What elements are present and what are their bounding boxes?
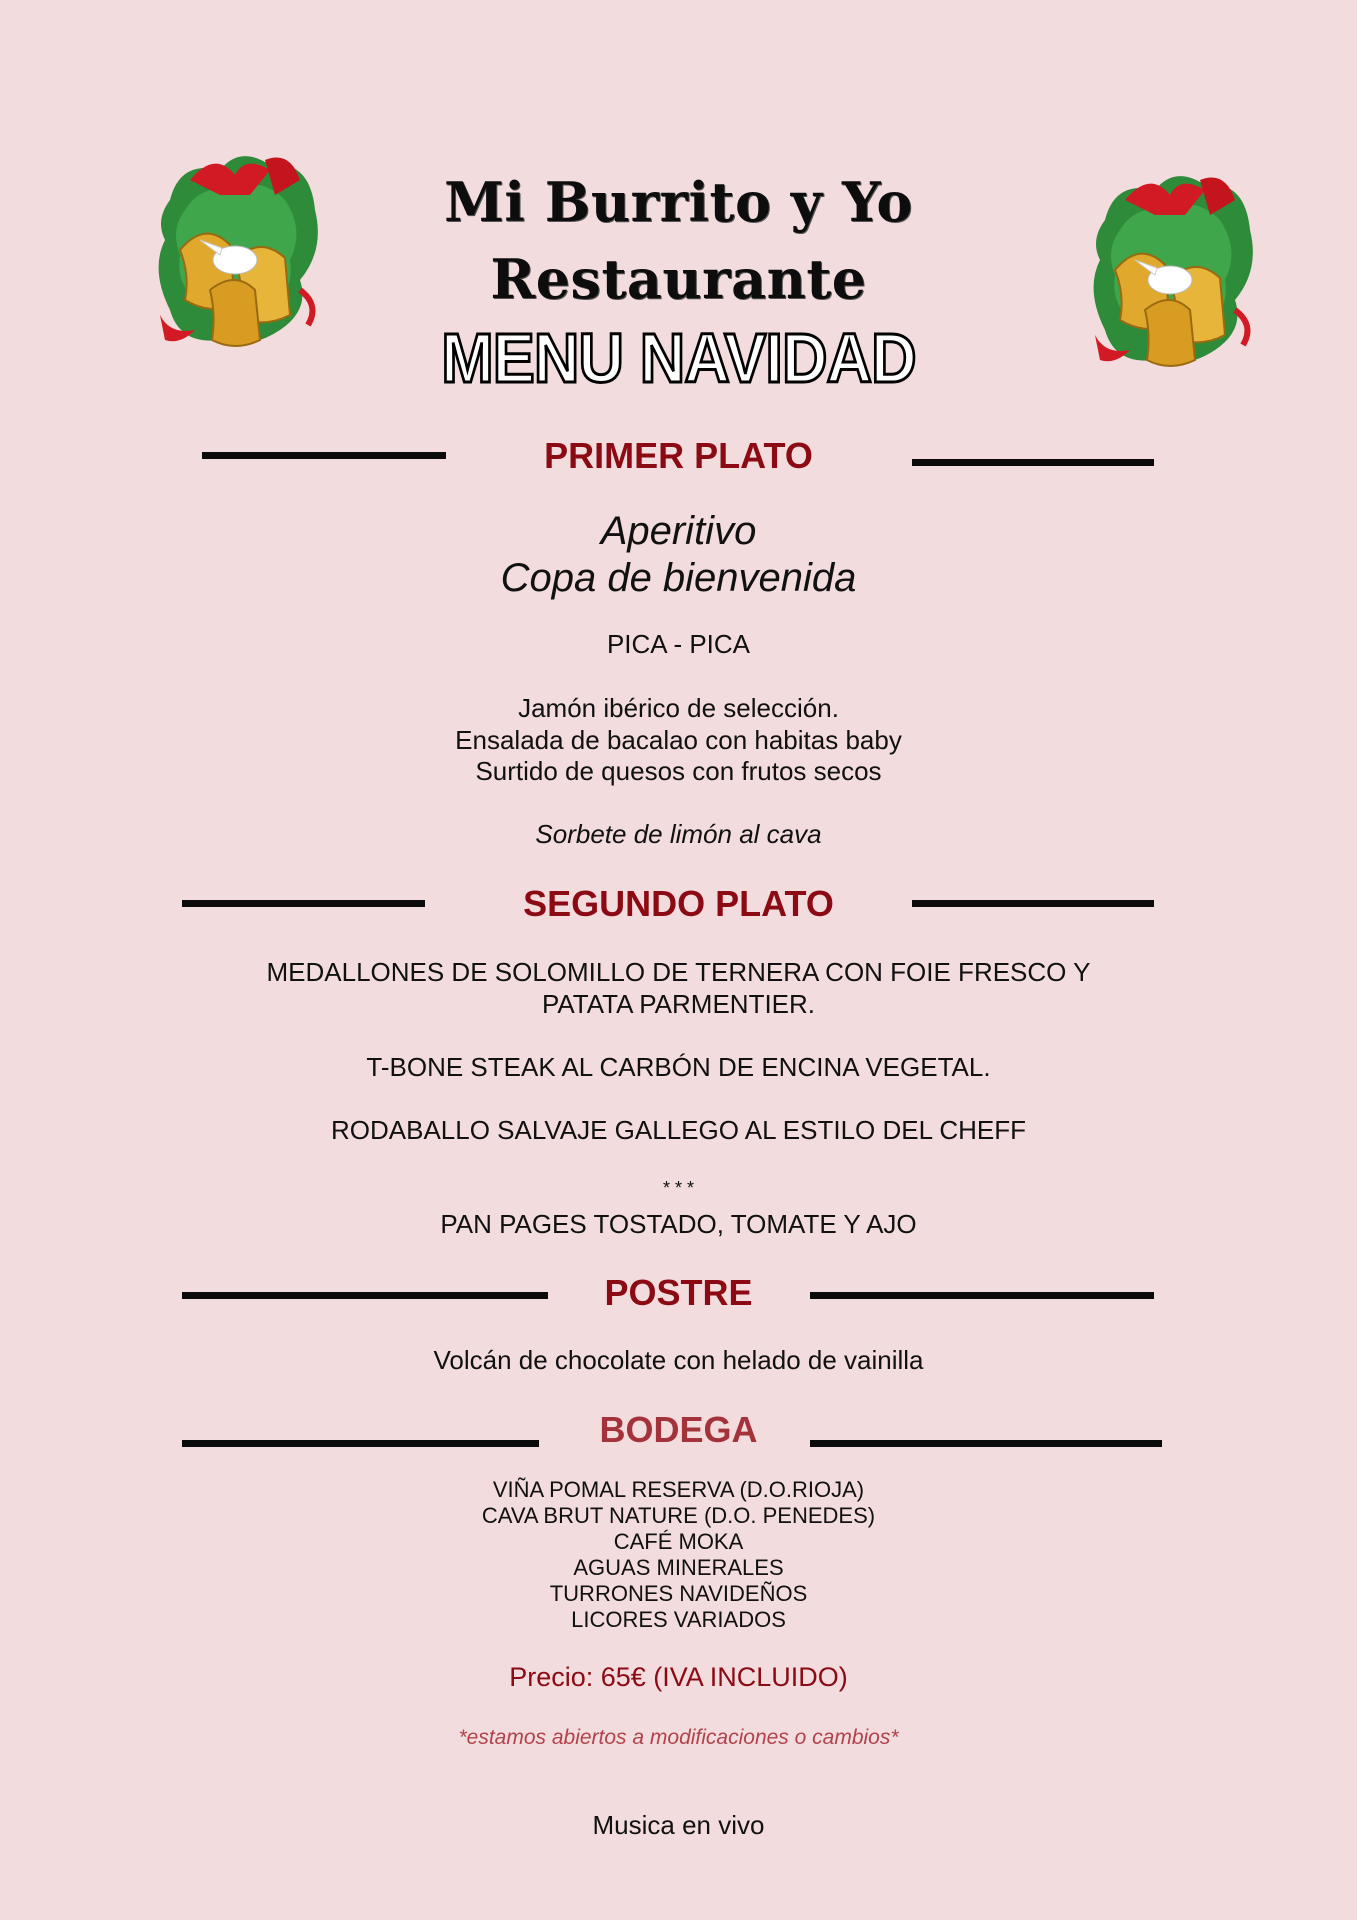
modifications-note: *estamos abiertos a modificaciones o cambios* [458, 1726, 899, 1749]
restaurant-name: Mi Burrito y Yo [444, 170, 913, 234]
menu-item: PATATA PARMENTIER. [541, 989, 816, 1019]
menu-item: MEDALLONES DE SOLOMILLO DE TERNERA CON FOIE FRESCO Y [266, 957, 1091, 987]
menu-item: RODABALLO SALVAJE GALLEGO AL ESTILO DEL CHEFF [330, 1115, 1027, 1145]
wine-item: AGUAS MINERALES [573, 1555, 784, 1580]
wine-item: TURRONES NAVIDEÑOS [549, 1581, 808, 1606]
menu-item: T-BONE STEAK AL CARBÓN DE ENCINA VEGETAL. [366, 1052, 991, 1082]
copa-label: Copa de bienvenida [500, 556, 857, 600]
restaurant-subtitle: Restaurante [490, 247, 867, 311]
menu-title: MENU NAVIDAD [441, 319, 916, 397]
menu-item: Jamón ibérico de selección. [518, 693, 839, 723]
menu-item: Ensalada de bacalao con habitas baby [455, 725, 902, 755]
live-music-label: Musica en vivo [592, 1810, 765, 1840]
wine-item: VIÑA POMAL RESERVA (D.O.RIOJA) [492, 1477, 865, 1502]
section-heading-bodega: BODEGA [599, 1409, 758, 1450]
separator-stars: * * * [662, 1178, 695, 1198]
section-heading-segundo-plato: SEGUNDO PLATO [523, 883, 834, 924]
aperitivo-label: Aperitivo [600, 509, 757, 553]
menu-item: Volcán de chocolate con helado de vainilla [433, 1345, 924, 1375]
menu-item: PAN PAGES TOSTADO, TOMATE Y AJO [440, 1209, 917, 1239]
wine-item: CAFÉ MOKA [613, 1529, 744, 1554]
section-heading-postre: POSTRE [604, 1272, 753, 1313]
wine-item: LICORES VARIADOS [571, 1607, 786, 1632]
menu-item: Surtido de quesos con frutos secos [475, 756, 882, 786]
price-label: Precio: 65€ (IVA INCLUIDO) [509, 1662, 848, 1692]
section-heading-primer-plato: PRIMER PLATO [544, 435, 813, 476]
wine-item: CAVA BRUT NATURE (D.O. PENEDES) [481, 1503, 876, 1528]
pica-label: PICA - PICA [606, 629, 751, 659]
sorbete-item: Sorbete de limón al cava [535, 819, 822, 849]
